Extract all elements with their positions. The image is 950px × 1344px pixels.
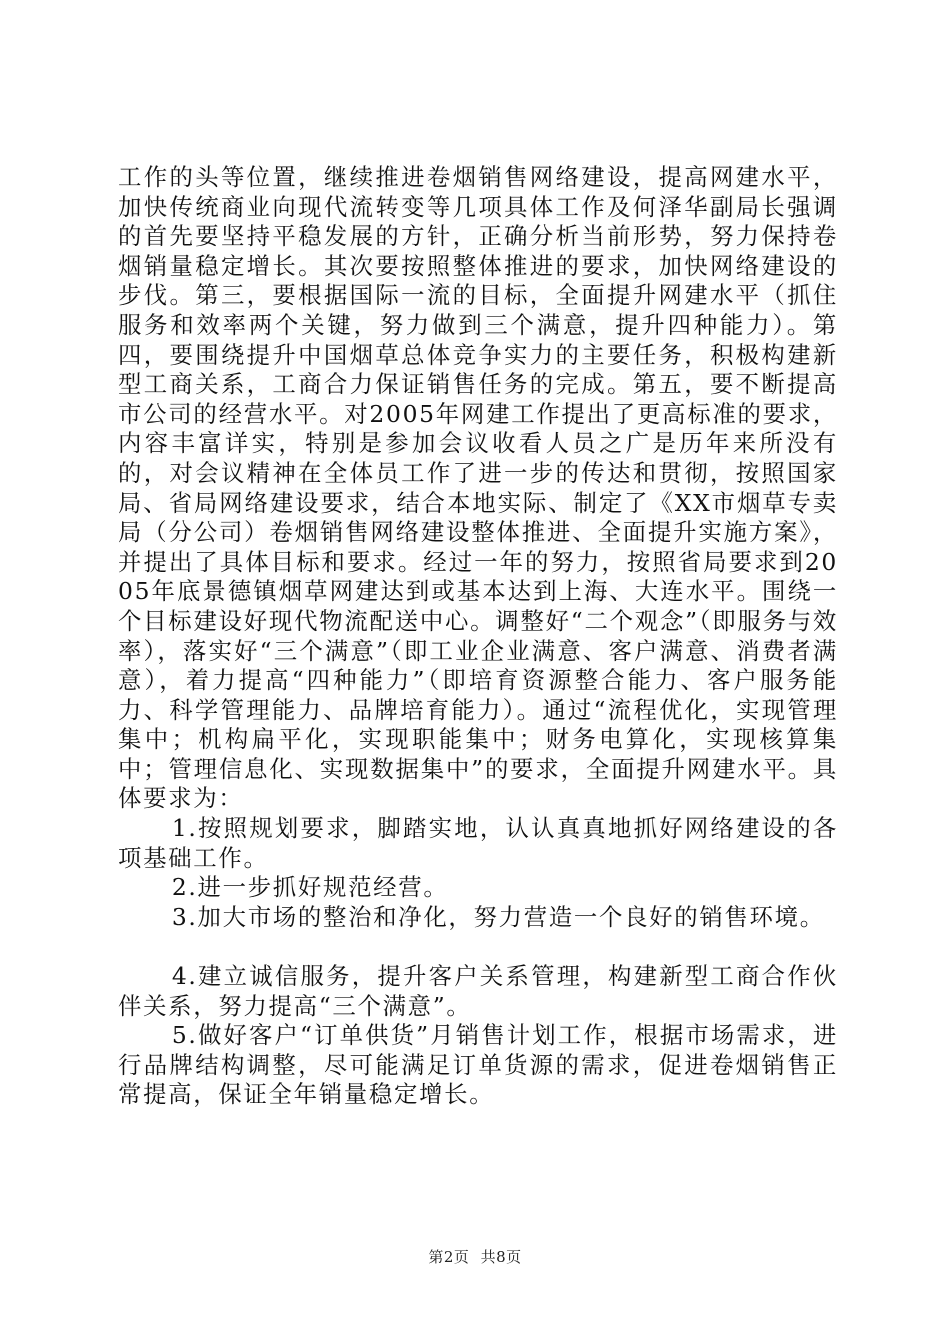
main-paragraph: 工作的头等位置，继续推进卷烟销售网络建设，提高网建水平，加快传统商业向现代流转变等几项具体工作及何泽华副局长强调的首先要坚持平稳发展的方针，正确分析当前形势，努力保持卷烟销量稳定增长。其次要按照整体推进的要求，加快网络建设的步伐。第三，要根据国际一流的目标，全面提升网建水平（抓住服务和效率两个关键，努力做到三个满意，提升四种能力）。第四，要围绕提升中国烟草总体竞争实力的主要任务，积极构建新型工商关系，工商合力保证销售任务的完成。第五，要不断提高市公司的经营水平。对2005年网建工作提出了更高标准的要求，内容丰富详实，特别是参加会议收看人员之广是历年来所没有的，对会议精神在全体员工作了进一步的传达和贯彻，按照国家局、省局网络建设要求，结合本地实际、制定了《XX市烟草专卖局（分公司）卷烟销售网络建设整体推进、全面提升实施方案》，并提出了具体目标和要求。经过一年的努力，按照省局要求到2005年底景德镇烟草网建达到或基本达到上海、大连水平。围绕一个目标建设好现代物流配送中心。调整好“二个观念”（即服务与效率），落实好“三个满意”（即工业企业满意、客户满意、消费者满意），着力提高“四种能力”（即培育资源整合能力、客户服务能力、科学管理能力、品牌培育能力）。通过“流程优化，实现管理集中；机构扁平化，实现职能集中；财务电算化，实现核算集中；管理信息化、实现数据集中”的要求，全面提升网建水平。具体要求为：	[118, 163, 838, 813]
list-item-5: 5.做好客户“订单供货”月销售计划工作，根据市场需求，进行品牌结构调整，尽可能满足订单货源的需求，促进卷烟销售正常提高，保证全年销量稳定增长。	[118, 1021, 838, 1109]
page-total: 共8页	[480, 1248, 522, 1266]
list-item-2: 2.进一步抓好规范经营。	[171, 873, 449, 902]
paragraph-gap	[118, 932, 838, 962]
list-item-3: 3.加大市场的整治和净化，努力营造一个良好的销售环境。	[171, 902, 825, 931]
document-body	[118, 163, 838, 1110]
page-number: 第2页	[428, 1248, 470, 1266]
list-item-1: 1.按照规划要求，脚踏实地，认认真真地抓好网络建设的各项基础工作。	[118, 814, 838, 872]
list-item-4: 4.建立诚信服务，提升客户关系管理，构建新型工商合作伙伴关系，努力提高“三个满意”。	[118, 962, 838, 1020]
page-footer	[0, 1246, 950, 1267]
